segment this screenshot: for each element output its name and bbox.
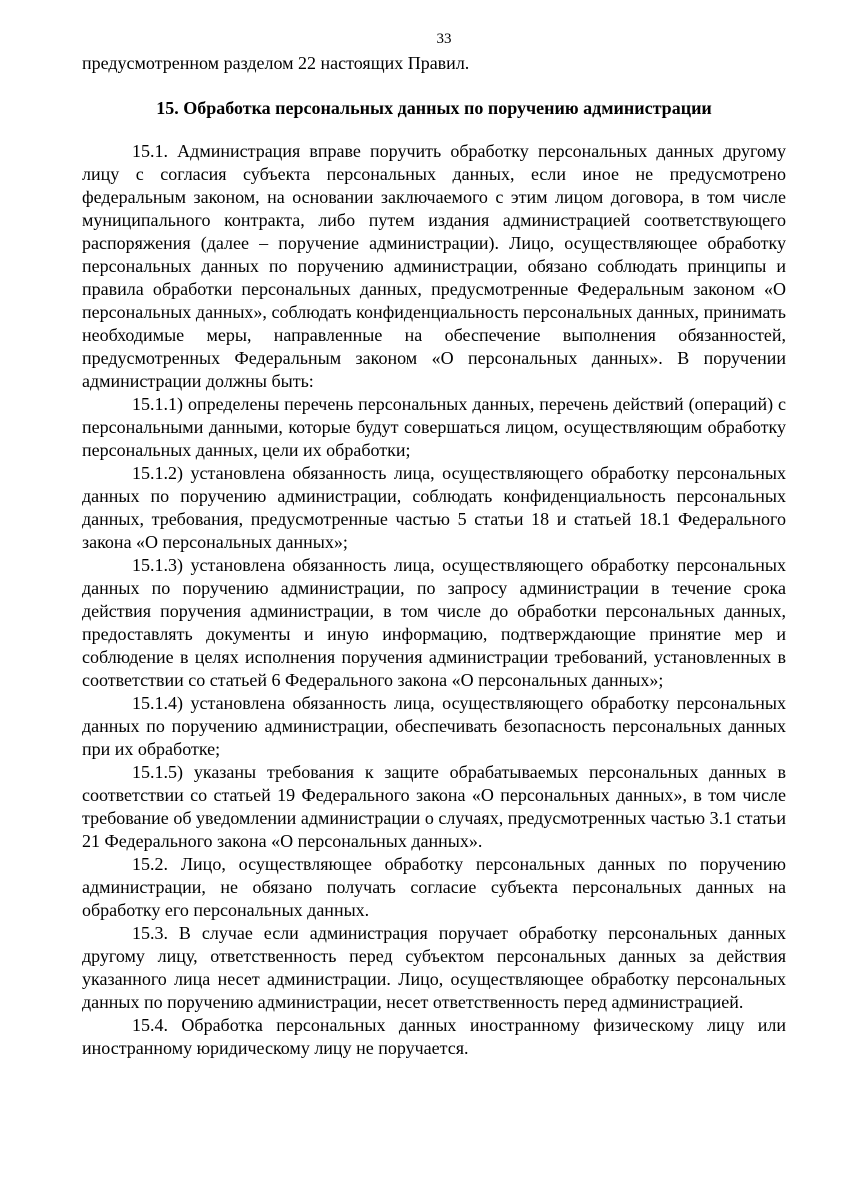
paragraph-text: Лицо, осуществляющее обработку персональных данных по поручению администрации, не обязано получать согласие субъекта персональных данных на обработку его персональных данных.: [82, 854, 787, 920]
paragraph-15-3: [82, 922, 786, 1014]
paragraph-number: 15.1.2): [132, 463, 183, 483]
paragraph-15-1-1: [82, 393, 786, 462]
paragraph-number: 15.2.: [132, 854, 168, 874]
paragraph-text: В случае если администрация поручает обработку персональных данных другому лицу, ответственность перед субъектом персональных данных за действия указанного лица несет администрации. Лицо, осуществляющее обработку персональных данных по поручению администрации, несет ответственность перед администрацией.: [82, 923, 786, 1012]
section-heading: 15. Обработка персональных данных по поручению администрации: [156, 98, 712, 118]
paragraph-number: 15.1.4): [132, 693, 183, 713]
paragraph-text: установлена обязанность лица, осуществляющего обработку персональных данных по поручению администрации, по запросу администрации в течение срока действия поручения администрации, в том числе до обработки персональных данных, предоставлять документы и иную информацию, подтверждающие принятие мер и соблюдение в целях исполнения поручения администрации требований, установленных в соответствии со статьей 6 Федерального закона «О персональных данных»;: [82, 555, 786, 690]
page-number: 33: [436, 31, 452, 47]
carry-over-text: предусмотренном разделом 22 настоящих Правил.: [82, 53, 470, 73]
paragraph-number: 15.4.: [132, 1015, 168, 1035]
paragraph-text: Администрация вправе поручить обработку персональных данных другому лицу с согласия субъекта персональных данных, если иное не предусмотрено федеральным законом, на основании заключаемого с этим лицом договора, в том числе муниципального контракта, либо путем издания администрацией соответствующего распоряжения (далее – поручение администрации). Лицо, осуществляющее обработку персональных данных по поручению администрации, обязано соблюдать принципы и правила обработки персональных данных, предусмотренные Федеральным законом «О персональных данных», соблюдать конфиденциальность персональных данных, принимать необходимые меры, направленные на обеспечение выполнения обязанностей, предусмотренных Федеральным законом «О персональных данных». В поручении администрации должны быть:: [82, 141, 786, 391]
paragraph-15-2: [82, 853, 786, 922]
paragraph-15-1-2: [82, 462, 786, 554]
paragraph-15-1: [82, 140, 786, 393]
paragraph-number: 15.1.: [132, 141, 168, 161]
paragraph-text: установлена обязанность лица, осуществляющего обработку персональных данных по поручению администрации, обеспечивать безопасность персональных данных при их обработке;: [82, 693, 786, 759]
paragraph-15-1-4: [82, 692, 786, 761]
paragraph-number: 15.3.: [132, 923, 168, 943]
paragraph-number: 15.1.1): [132, 394, 183, 414]
paragraph-text: указаны требования к защите обрабатываемых персональных данных в соответствии со статьей 19 Федерального закона «О персональных данных», в том числе требование об уведомлении администрации о случаях, предусмотренных частью 3.1 статьи 21 Федерального закона «О персональных данных».: [82, 762, 787, 851]
paragraph-text: установлена обязанность лица, осуществляющего обработку персональных данных по поручению администрации, соблюдать конфиденциальность персональных данных, требования, предусмотренные частью 5 статьи 18 и статьей 18.1 Федерального закона «О персональных данных»;: [82, 463, 786, 552]
paragraph-15-1-3: [82, 554, 786, 692]
paragraph-text: Обработка персональных данных иностранному физическому лицу или иностранному юридическому лицу не поручается.: [82, 1015, 787, 1058]
paragraph-15-1-5: [82, 761, 786, 853]
paragraph-15-4: [82, 1014, 786, 1060]
paragraph-number: 15.1.5): [132, 762, 183, 782]
paragraph-text: определены перечень персональных данных, перечень действий (операций) с персональными данными, которые будут совершаться лицом, осуществляющим обработку персональных данных, цели их обработки;: [82, 394, 787, 460]
paragraph-number: 15.1.3): [132, 555, 183, 575]
